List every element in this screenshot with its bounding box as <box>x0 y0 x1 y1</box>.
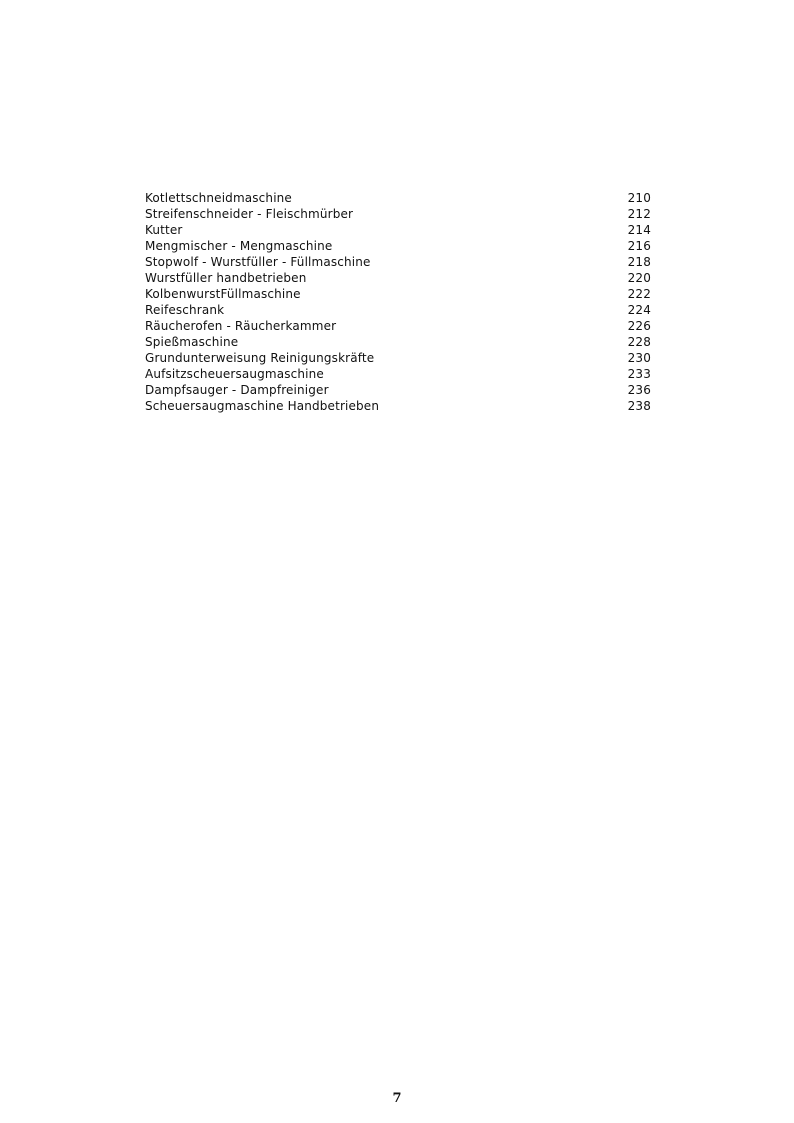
toc-entry <box>145 366 651 382</box>
toc-entry-title: Mengmischer - Mengmaschine <box>145 239 333 253</box>
toc-entry-title: Stopwolf - Wurstfüller - Füllmaschine <box>145 255 371 269</box>
toc-entry-page: 230 <box>627 351 651 365</box>
toc-entry-title: Scheuersaugmaschine Handbetrieben <box>145 399 380 413</box>
toc-entry <box>145 190 651 206</box>
toc-entry <box>145 318 651 334</box>
toc-entry-title: Kotlettschneidmaschine <box>145 191 292 205</box>
toc-entry-title: Aufsitzscheuersaugmaschine <box>145 367 324 381</box>
toc-entry-page: 228 <box>627 335 651 349</box>
toc-entry <box>145 238 651 254</box>
toc-entry <box>145 302 651 318</box>
toc-entry-page: 214 <box>627 223 651 237</box>
toc-entry-title: Spießmaschine <box>145 335 239 349</box>
toc-entry <box>145 222 651 238</box>
toc-entry-page: 212 <box>627 207 651 221</box>
toc-entry <box>145 206 651 222</box>
toc-entry <box>145 334 651 350</box>
table-of-contents <box>145 190 651 414</box>
toc-entry-page: 210 <box>627 191 651 205</box>
toc-entry-title: Wurstfüller handbetrieben <box>145 271 307 285</box>
toc-entry-page: 222 <box>627 287 651 301</box>
toc-entry-page: 224 <box>627 303 651 317</box>
toc-entry <box>145 270 651 286</box>
toc-entry-title: Streifenschneider - Fleischmürber <box>145 207 354 221</box>
toc-entry-title: KolbenwurstFüllmaschine <box>145 287 301 301</box>
toc-entry-page: 220 <box>627 271 651 285</box>
toc-entry-page: 238 <box>627 399 651 413</box>
page-number: 7 <box>392 1091 402 1106</box>
toc-entry <box>145 350 651 366</box>
toc-entry-title: Grundunterweisung Reinigungskräfte <box>145 351 375 365</box>
toc-entry <box>145 398 651 414</box>
toc-entry-title: Dampfsauger - Dampfreiniger <box>145 383 329 397</box>
toc-entry <box>145 286 651 302</box>
toc-entry-page: 233 <box>627 367 651 381</box>
toc-entry-page: 218 <box>627 255 651 269</box>
toc-entry-title: Reifeschrank <box>145 303 225 317</box>
toc-entry <box>145 382 651 398</box>
toc-entry-page: 236 <box>627 383 651 397</box>
toc-entry <box>145 254 651 270</box>
toc-entry-page: 226 <box>627 319 651 333</box>
toc-entry-title: Kutter <box>145 223 183 237</box>
toc-entry-title: Räucherofen - Räucherkammer <box>145 319 337 333</box>
toc-entry-page: 216 <box>627 239 651 253</box>
